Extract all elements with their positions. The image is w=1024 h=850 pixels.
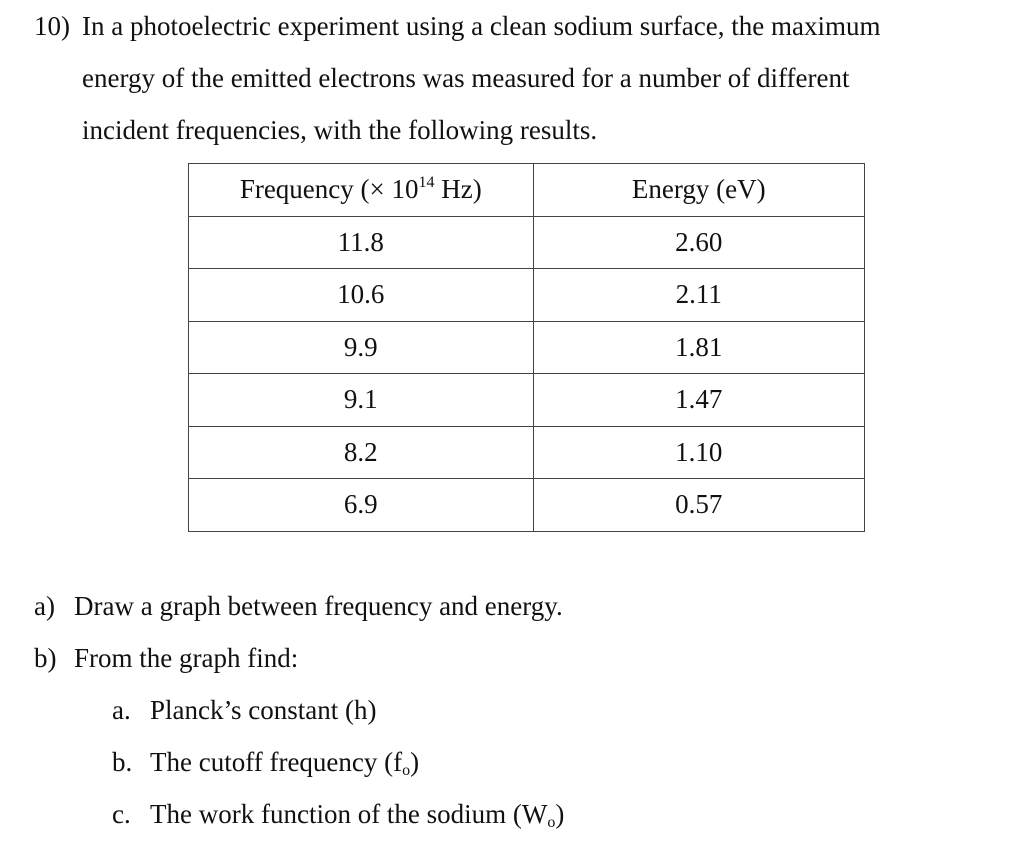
frequency-header-prefix: Frequency (× 10 [239, 174, 419, 205]
energy-header: Energy (eV) [533, 164, 864, 217]
energy-cell: 0.57 [533, 479, 864, 532]
energy-cell: 2.11 [533, 269, 864, 322]
frequency-cell: 8.2 [189, 426, 534, 479]
table-header-row [189, 164, 865, 217]
question-text-line-2: energy of the emitted electrons was measured for a number of different [82, 63, 850, 93]
subpart-c-marker: c. [112, 799, 131, 829]
frequency-cell: 9.9 [189, 321, 534, 374]
subpart-a [112, 694, 376, 726]
energy-cell: 1.81 [533, 321, 864, 374]
frequency-cell: 6.9 [189, 479, 534, 532]
question-text-line-1: In a photoelectric experiment using a clean sodium surface, the maximum [82, 11, 881, 41]
frequency-header-suffix: Hz) [434, 174, 482, 205]
subpart-a-marker: a. [112, 695, 131, 725]
subpart-b-close: ) [410, 747, 420, 777]
subpart-c [112, 798, 564, 830]
energy-cell: 1.47 [533, 374, 864, 427]
part-a-marker: a) [34, 591, 55, 621]
part-b-marker: b) [34, 643, 57, 673]
subpart-c-close: ) [555, 799, 565, 829]
table-row [189, 216, 865, 269]
part-a [34, 590, 563, 622]
data-table [188, 163, 865, 532]
part-b-text: From the graph find: [74, 643, 299, 673]
table-row [189, 479, 865, 532]
frequency-cell: 9.1 [189, 374, 534, 427]
subpart-c-text: The work function of the sodium (W [150, 799, 548, 829]
question-text-line-3: incident frequencies, with the following results. [82, 115, 598, 145]
subpart-b-marker: b. [112, 747, 133, 777]
table-row [189, 374, 865, 427]
frequency-cell: 10.6 [189, 269, 534, 322]
subpart-b-text: The cutoff frequency (f [150, 747, 403, 777]
frequency-header [189, 164, 534, 217]
table-row [189, 426, 865, 479]
table-row [189, 269, 865, 322]
subpart-b-subscript: o [402, 762, 411, 779]
energy-cell: 1.10 [533, 426, 864, 479]
subpart-c-subscript: o [547, 814, 556, 831]
table-row [189, 321, 865, 374]
part-a-text: Draw a graph between frequency and energy. [74, 591, 563, 621]
frequency-cell: 11.8 [189, 216, 534, 269]
subpart-b [112, 746, 419, 778]
question-number: 10) [34, 11, 70, 41]
part-b [34, 642, 298, 674]
subpart-a-text: Planck’s constant (h) [150, 695, 377, 725]
energy-cell: 2.60 [533, 216, 864, 269]
frequency-header-exponent: 14 [418, 174, 435, 192]
